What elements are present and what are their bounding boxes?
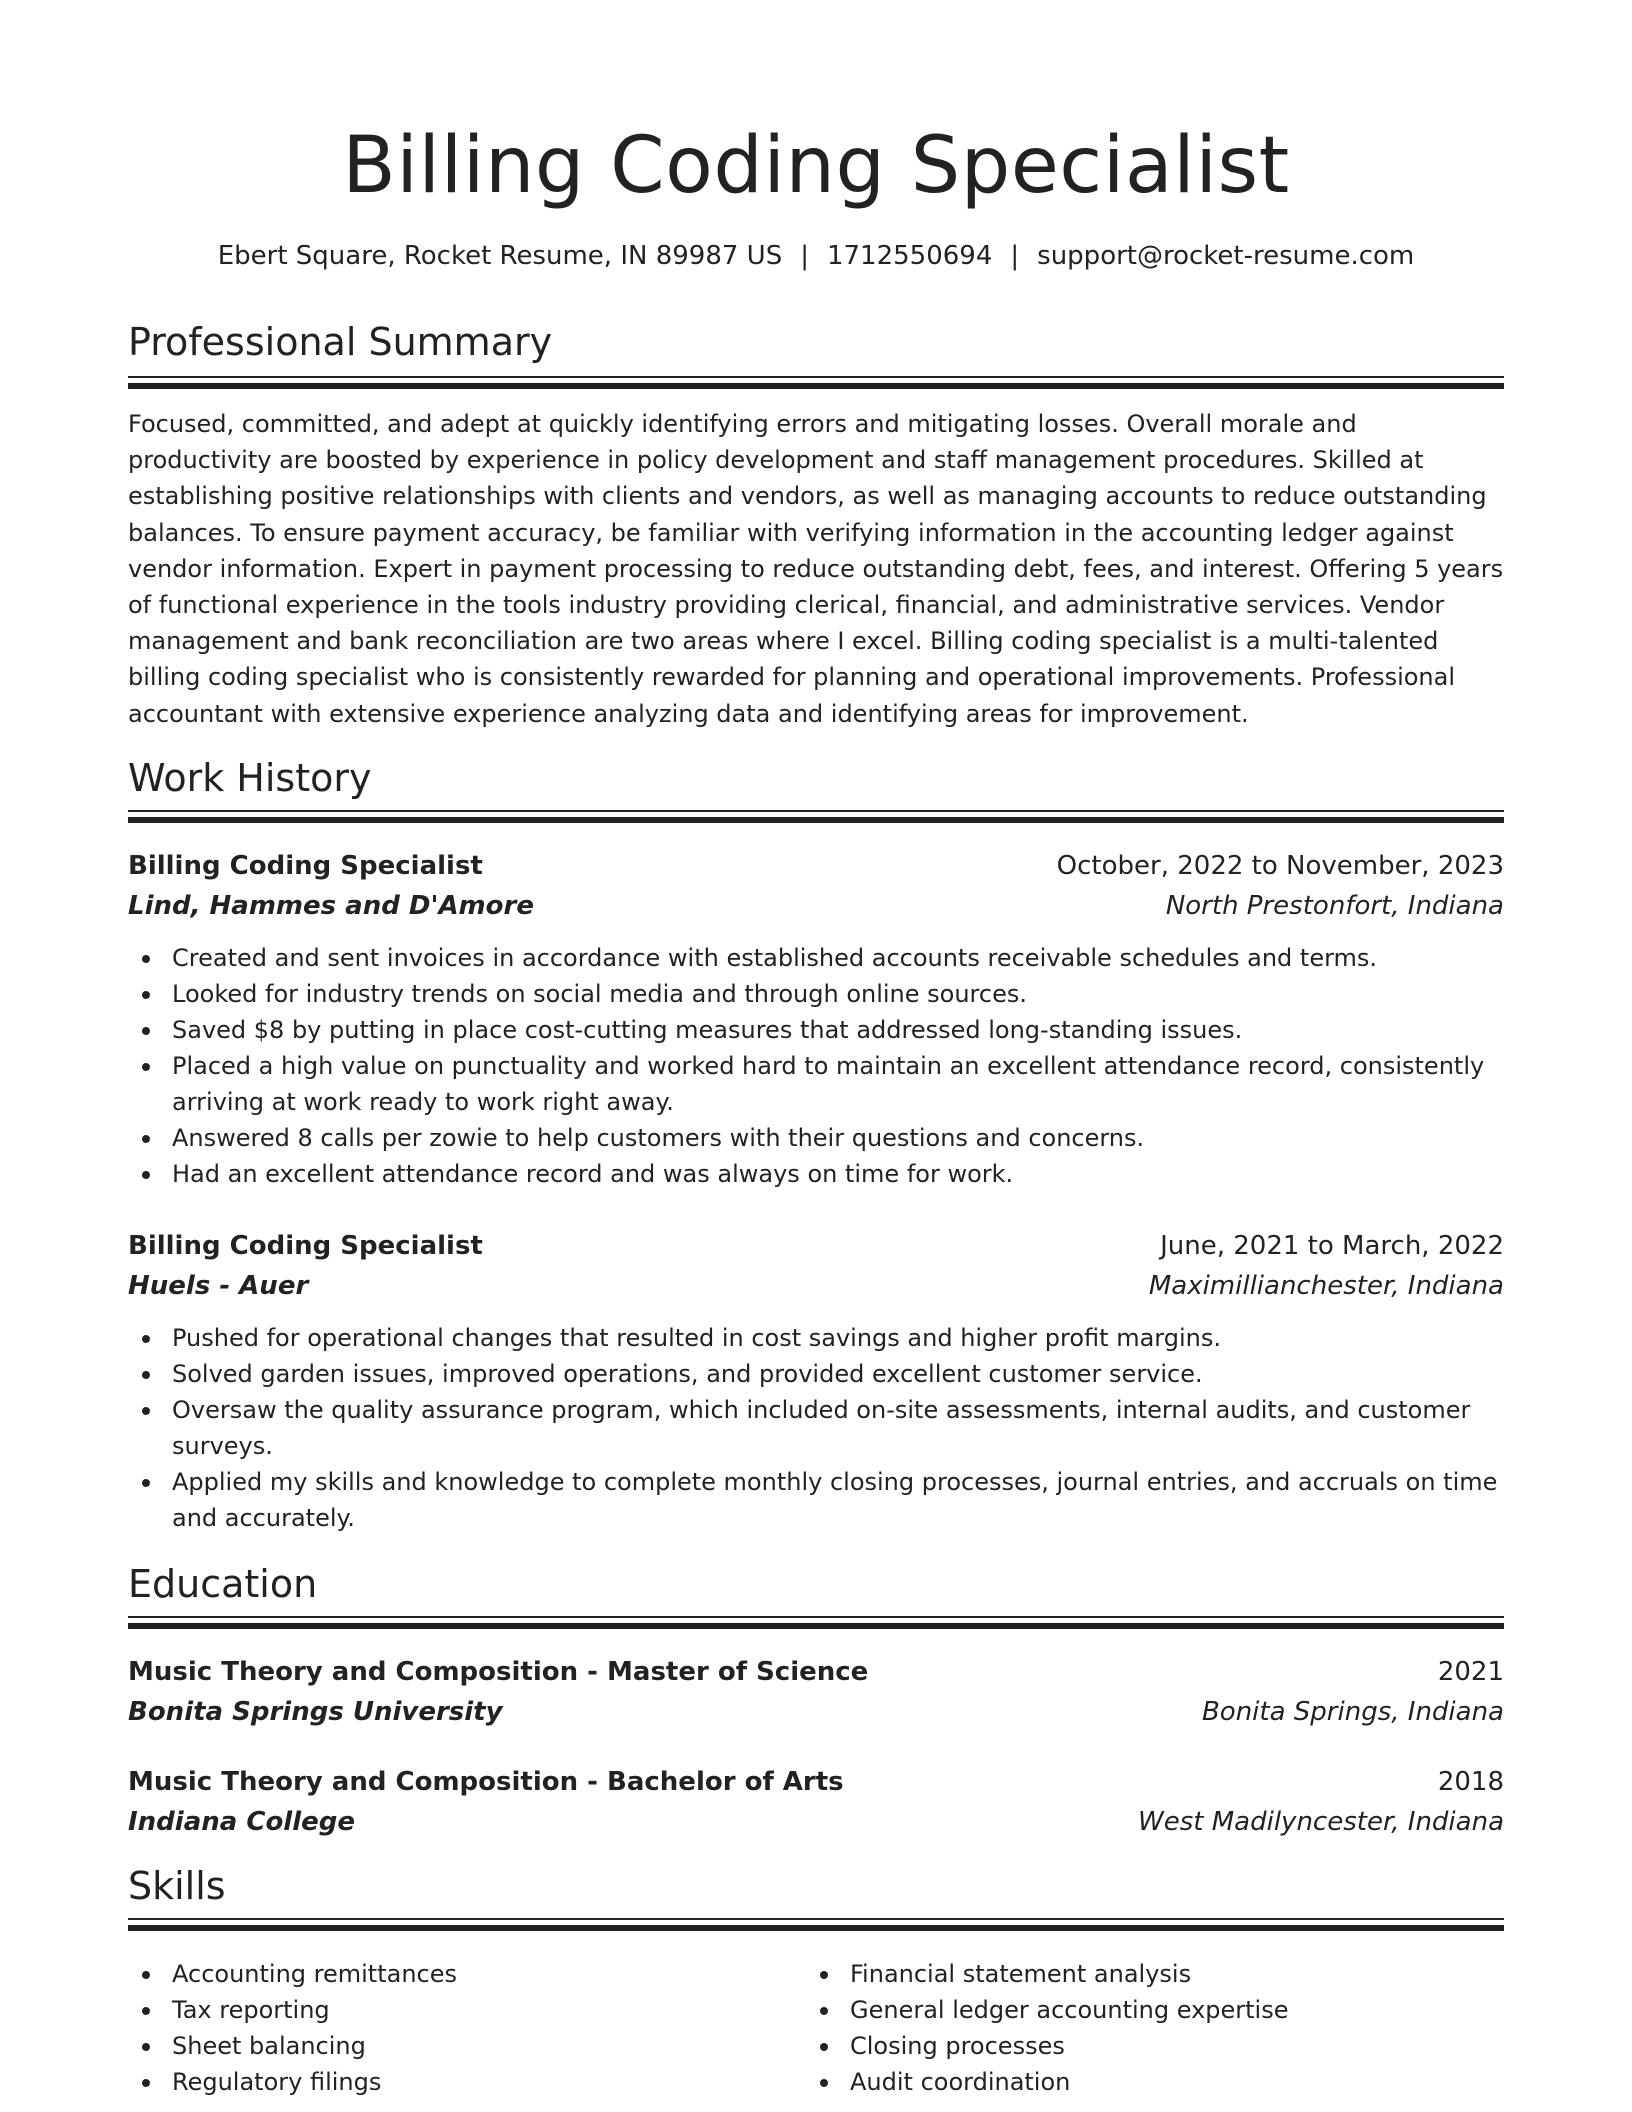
list-item: Looked for industry trends on social media and through online sources. xyxy=(128,976,1504,1012)
job-title: Billing Coding Specialist xyxy=(128,851,483,881)
education-header xyxy=(128,1762,1504,1802)
contact-separator: | xyxy=(800,241,809,271)
job-subheader xyxy=(128,886,1504,926)
job-location: North Prestonfort, Indiana xyxy=(1165,891,1504,921)
section-divider xyxy=(128,1918,1504,1932)
list-item: Regulatory filings xyxy=(128,2064,1504,2100)
list-item: Financial statement analysis xyxy=(806,1956,1632,1992)
section-heading-work: Work History xyxy=(128,756,372,800)
section-divider xyxy=(128,376,1504,390)
education-degree: Music Theory and Composition - Master of Science xyxy=(128,1657,869,1687)
list-item: Closing processes xyxy=(806,2028,1632,2064)
resume-name: Billing Coding Specialist xyxy=(342,121,1290,211)
list-item: Saved $8 by putting in place cost-cutting measures that addressed long-standing issues. xyxy=(128,1012,1504,1048)
job-company: Huels - Auer xyxy=(128,1271,309,1301)
job-location: Maximillianchester, Indiana xyxy=(1148,1271,1504,1301)
job-subheader xyxy=(128,1266,1504,1306)
education-location: West Madilyncester, Indiana xyxy=(1138,1807,1504,1837)
section-divider xyxy=(128,1616,1504,1630)
job-dates: June, 2021 to March, 2022 xyxy=(1160,1231,1504,1261)
list-item: Pushed for operational changes that resulted in cost savings and higher profit margins. xyxy=(128,1320,1504,1356)
summary-text: Focused, committed, and adept at quickly identifying errors and mitigating losses. Overall morale and productivity are boosted by experience in policy development and staff management procedures. Skilled at establishing positive relationships with clients and vendors, as well as managing accounts to reduce outstanding balances. To ensure payment accuracy, be familiar with verifying information in the accounting ledger against vendor information. Expert in payment processing to reduce outstanding debt, fees, and interest. Offering 5 years of functional experience in the tools industry providing clerical, financial, and administrative services. Vendor management and bank reconciliation are two areas where I excel. Billing coding specialist is a multi-talented billing coding specialist who is consistently rewarded for planning and operational improvements. Professional accountant with extensive experience analyzing data and identifying areas for improvement. xyxy=(128,410,1504,728)
skills-list-right xyxy=(806,1956,1632,2100)
list-item: Applied my skills and knowledge to complete monthly closing processes, journal entries, and accruals on time and accurately. xyxy=(128,1464,1504,1536)
education-year: 2018 xyxy=(1437,1767,1504,1797)
job-header xyxy=(128,1226,1504,1266)
job-bullets xyxy=(128,940,1504,1192)
list-item: Solved garden issues, improved operations, and provided excellent customer service. xyxy=(128,1356,1504,1392)
job-dates: October, 2022 to November, 2023 xyxy=(1056,851,1504,881)
list-item: Placed a high value on punctuality and worked hard to maintain an excellent attendance record, consistently arriving at work ready to work right away. xyxy=(128,1048,1504,1120)
education-year: 2021 xyxy=(1437,1657,1504,1687)
section-heading-summary: Professional Summary xyxy=(128,320,553,364)
contact-address: Ebert Square, Rocket Resume, IN 89987 US xyxy=(217,241,783,271)
contact-separator: | xyxy=(1010,241,1020,271)
list-item: Sheet balancing xyxy=(128,2028,1504,2064)
section-divider xyxy=(128,810,1504,824)
contact-line xyxy=(128,238,1504,274)
contact-phone: 1712550694 xyxy=(826,241,993,271)
list-item: Had an excellent attendance record and was always on time for work. xyxy=(128,1156,1504,1192)
education-header xyxy=(128,1652,1504,1692)
contact-email: support@rocket-resume.com xyxy=(1037,241,1415,271)
list-item: General ledger accounting expertise xyxy=(806,1992,1632,2028)
list-item: Oversaw the quality assurance program, which included on-site assessments, internal audits, and customer surveys. xyxy=(128,1392,1504,1464)
job-title: Billing Coding Specialist xyxy=(128,1231,483,1261)
education-subheader xyxy=(128,1802,1504,1842)
list-item: Tax reporting xyxy=(128,1992,1504,2028)
job-bullets xyxy=(128,1320,1504,1536)
list-item: Accounting remittances xyxy=(128,1956,1504,1992)
education-degree: Music Theory and Composition - Bachelor of Arts xyxy=(128,1767,844,1797)
job-header xyxy=(128,846,1504,886)
section-heading-education: Education xyxy=(128,1562,318,1606)
education-location: Bonita Springs, Indiana xyxy=(1201,1697,1504,1727)
list-item: Created and sent invoices in accordance with established accounts receivable schedules and terms. xyxy=(128,940,1504,976)
job-company: Lind, Hammes and D'Amore xyxy=(128,891,534,921)
education-school: Bonita Springs University xyxy=(128,1697,503,1727)
education-school: Indiana College xyxy=(128,1807,356,1837)
list-item: Audit coordination xyxy=(806,2064,1632,2100)
list-item: Answered 8 calls per zowie to help customers with their questions and concerns. xyxy=(128,1120,1504,1156)
section-heading-skills: Skills xyxy=(128,1864,226,1908)
education-subheader xyxy=(128,1692,1504,1732)
